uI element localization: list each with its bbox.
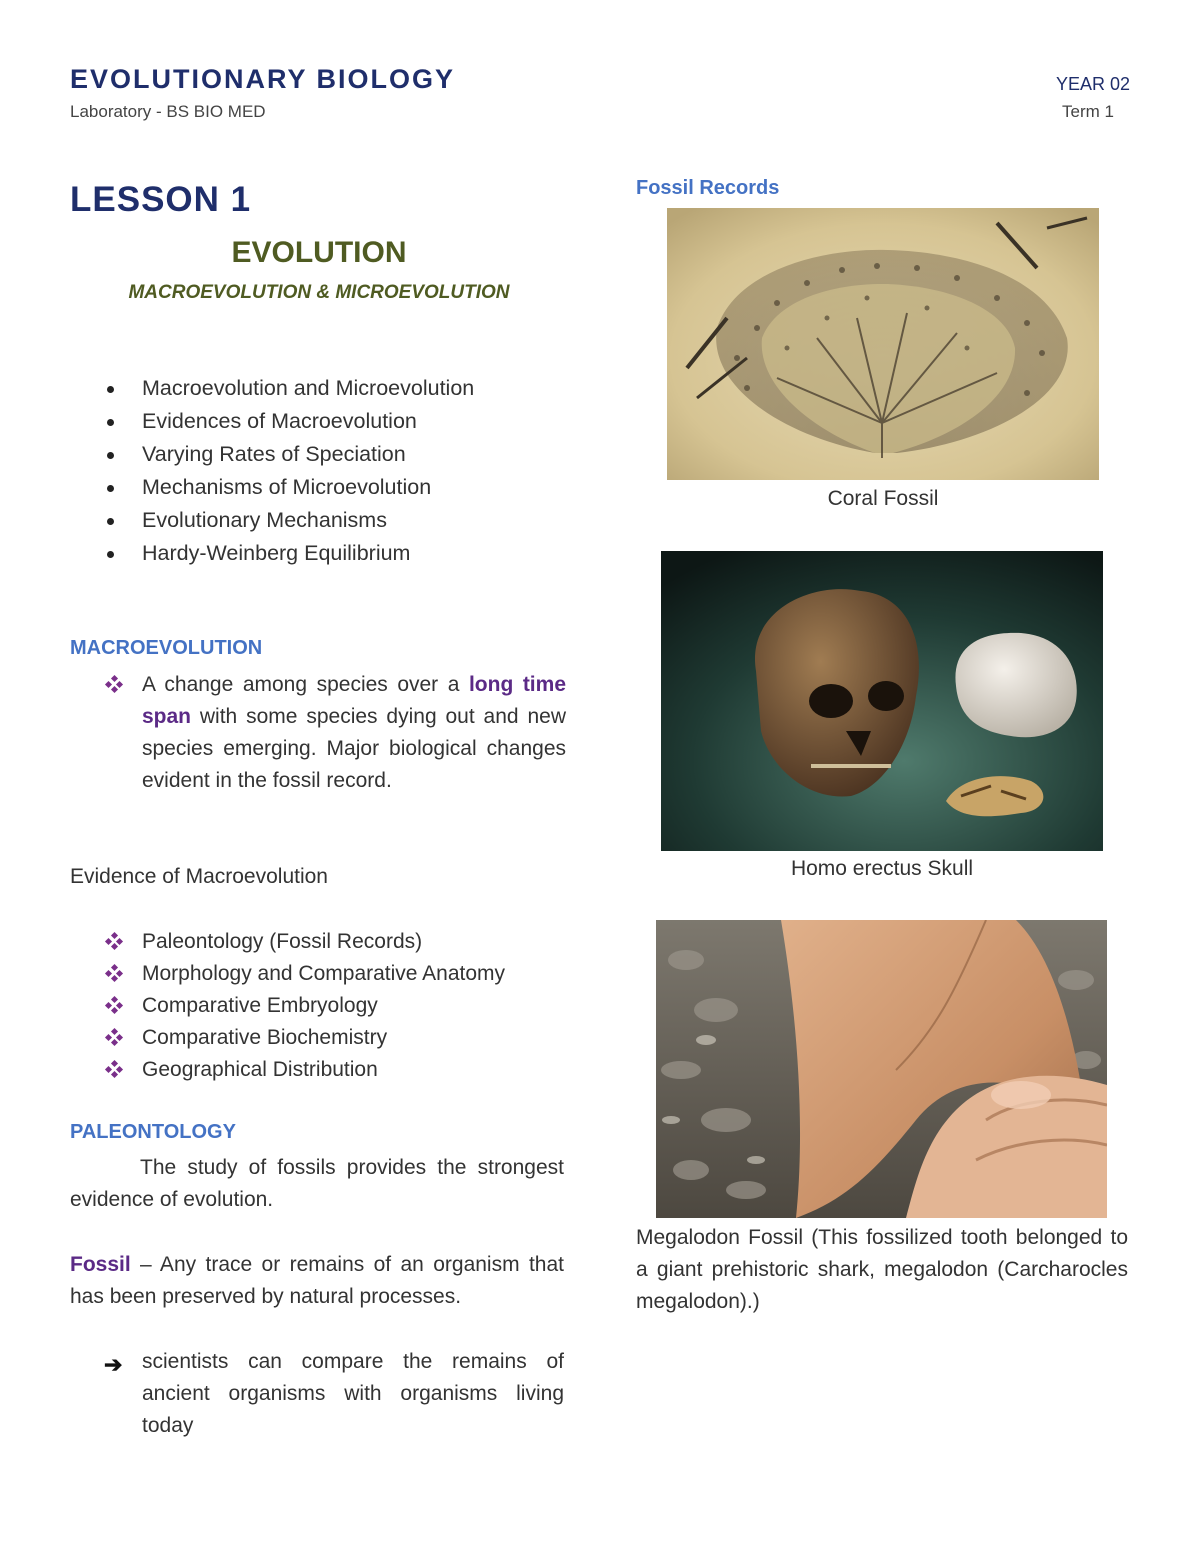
paleontology-heading: PALEONTOLOGY: [70, 1121, 236, 1143]
year-label: YEAR 02: [1055, 74, 1130, 94]
topics-list: [70, 372, 474, 570]
evidence-item: Paleontology (Fossil Records): [70, 926, 570, 958]
megalodon-caption: Megalodon Fossil (This fossilized tooth belonged to a giant prehistoric shark, megalodon (Carcharocles megalodon).): [636, 1226, 1128, 1313]
lesson-title: EVOLUTION: [231, 236, 407, 269]
topic-item: Varying Rates of Speciation: [70, 438, 474, 471]
homo-erectus-skull-image: [661, 551, 1103, 851]
skull-illustration: [661, 551, 1103, 851]
paleontology-text: The study of fossils provides the strongest evidence of evolution.: [70, 1156, 564, 1211]
topic-item: Evidences of Macroevolution: [70, 405, 474, 438]
evidence-item: Comparative Embryology: [70, 990, 570, 1022]
bullet-icon: [107, 386, 114, 393]
evidence-item: Geographical Distribution: [70, 1054, 570, 1086]
evidence-list: [70, 926, 570, 1086]
topic-item: Macroevolution and Microevolution: [70, 372, 474, 405]
diamond-bullet-icon: [106, 933, 122, 949]
arrow-right-icon: ➔: [104, 1352, 123, 1377]
bullet-icon: [107, 452, 114, 459]
evidence-heading: Evidence of Macroevolution: [70, 865, 328, 888]
macroevolution-definition: A change among species over a long time span with some species dying out and new species emerging. Major biological changes evident in the fossil record.: [70, 669, 566, 797]
skull-caption: Homo erectus Skull: [790, 857, 974, 880]
macroevolution-heading: MACROEVOLUTION: [70, 637, 263, 659]
coral-fossil-caption: Coral Fossil: [827, 487, 939, 510]
fossil-definition: Fossil – Any trace or remains of an organism that has been preserved by natural processes.: [70, 1253, 564, 1308]
bullet-icon: [107, 551, 114, 558]
fossil-records-heading: Fossil Records: [636, 177, 780, 199]
coral-fossil-image: [667, 208, 1099, 480]
diamond-bullet-icon: [106, 1029, 122, 1045]
coral-fossil-illustration: [667, 208, 1099, 480]
comparison-note: ➔ scientists can compare the remains of ancient organisms with organisms living today: [104, 1350, 564, 1437]
diamond-bullet-icon: [106, 965, 122, 981]
topic-item: Hardy-Weinberg Equilibrium: [70, 537, 474, 570]
evidence-item: Morphology and Comparative Anatomy: [70, 958, 570, 990]
course-subtitle: Laboratory - BS BIO MED: [70, 102, 266, 121]
bullet-icon: [107, 485, 114, 492]
topic-item: Evolutionary Mechanisms: [70, 504, 474, 537]
term-label: Term 1: [1062, 102, 1114, 121]
evidence-item: Comparative Biochemistry: [70, 1022, 570, 1054]
diamond-bullet-icon: [106, 676, 122, 692]
lesson-label: LESSON 1: [70, 180, 252, 219]
lesson-subtitle: MACROEVOLUTION & MICROEVOLUTION: [128, 282, 510, 303]
course-title: EVOLUTIONARY BIOLOGY: [70, 64, 456, 94]
diamond-bullet-icon: [106, 1061, 122, 1077]
megalodon-illustration: [656, 920, 1107, 1218]
megalodon-tooth-image: [656, 920, 1107, 1218]
topic-item: Mechanisms of Microevolution: [70, 471, 474, 504]
bullet-icon: [107, 518, 114, 525]
diamond-bullet-icon: [106, 997, 122, 1013]
bullet-icon: [107, 419, 114, 426]
